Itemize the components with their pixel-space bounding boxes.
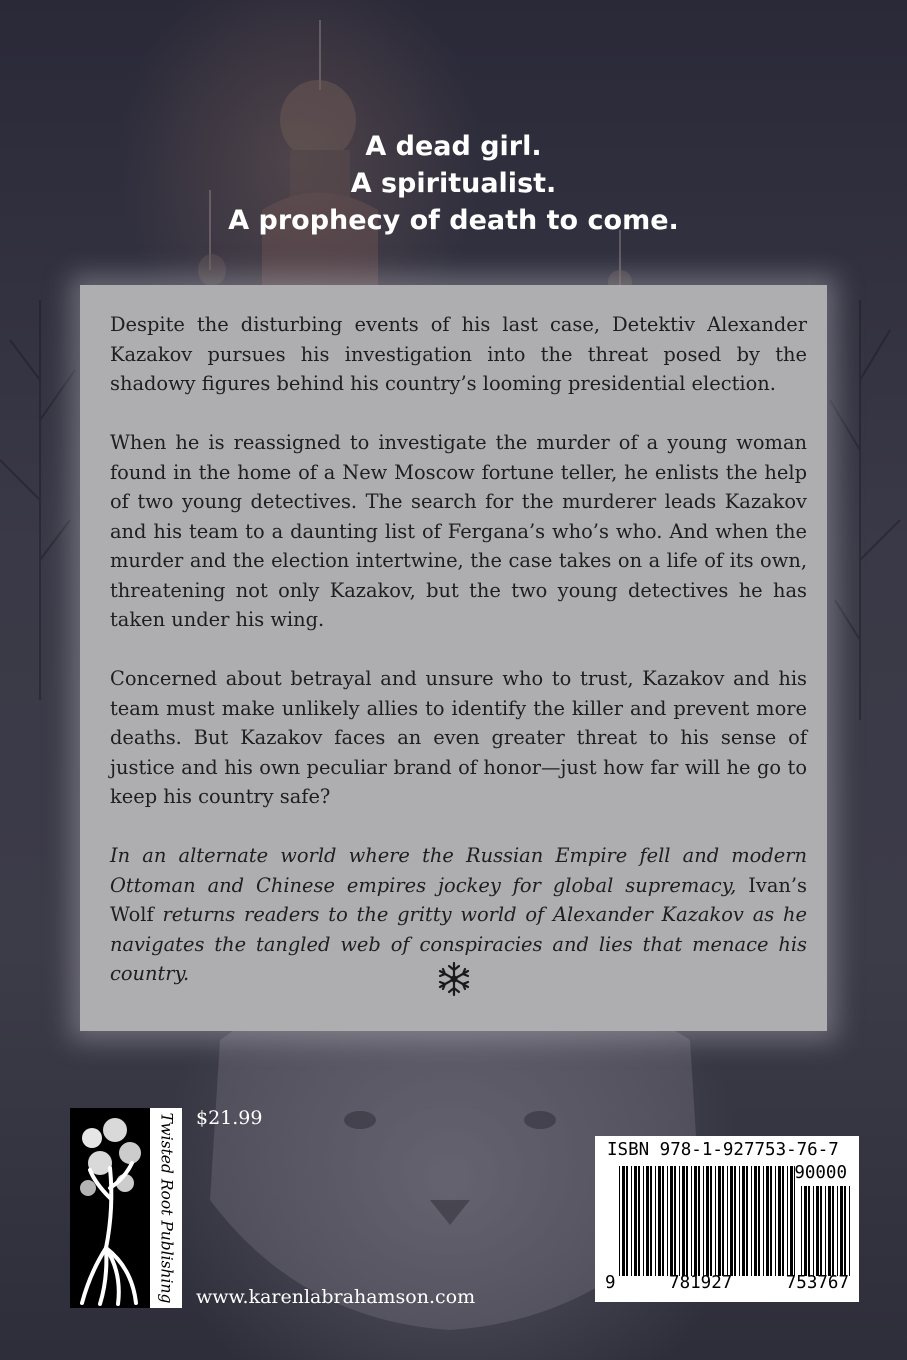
barcode-bar (782, 1166, 784, 1276)
barcode-bar (715, 1166, 716, 1276)
barcode-bar (813, 1186, 814, 1276)
blurb-paragraph-2: When he is reassigned to investigate the murder of a young woman found in the home of a New Moscow fortune teller, he enlists the help of two young detectives. The search for the murderer leads Kazakov and his team to a daunting list of Fergana’s who’s who. And when the murder and the election intertwine, the case takes on a life of its own, threatening not only Kazakov, but the two young detectives he has taken under his wing. (110, 431, 807, 631)
ean-digits (605, 1273, 849, 1293)
barcode-bar (770, 1166, 772, 1276)
book-title-reference: Ivan’s Wolf (110, 873, 807, 926)
barcode-bar (679, 1166, 680, 1276)
barcode-bar (730, 1166, 733, 1276)
tagline-line-1: A dead girl. (365, 131, 542, 162)
barcode-bar (710, 1166, 712, 1276)
barcode-bar (804, 1186, 807, 1276)
barcode-bar (778, 1166, 781, 1276)
ean-left-group: 781927 (669, 1273, 733, 1293)
barcode-bar (658, 1166, 661, 1276)
blurb-paragraph-3: Concerned about betrayal and unsure who to trust, Kazakov and his team must make unlikely allies to identify the killer and prevent more deaths. But Kazakov faces an even greater threat to his sense of justice and his own peculiar brand of honor—just how far will he go to keep his country safe? (110, 667, 807, 808)
barcode-bar (694, 1166, 697, 1276)
barcode-bar (844, 1186, 846, 1276)
barcode-bar (638, 1166, 640, 1276)
barcode-bar (619, 1166, 620, 1276)
barcode-bar (751, 1166, 752, 1276)
barcode-bar (703, 1166, 704, 1276)
website-url: www.karenlabrahamson.com (196, 1286, 476, 1308)
barcode-bar (691, 1166, 692, 1276)
barcode-bar (787, 1166, 788, 1276)
barcode-bar (674, 1166, 676, 1276)
blurb-paragraph-1: Despite the disturbing events of his last case, Detektiv Alexander Kazakov pursues his investigation into the threat posed by the shadowy figures behind his country’s looming presidential election. (110, 313, 807, 395)
tree-icon (70, 1108, 150, 1308)
barcode-bar (734, 1166, 736, 1276)
barcode-bar (849, 1186, 850, 1276)
barcode-bar (746, 1166, 748, 1276)
barcode-bar (622, 1166, 625, 1276)
tagline-line-2: A spiritualist. (350, 168, 557, 199)
isbn-barcode (595, 1136, 859, 1302)
barcode-bar (801, 1186, 802, 1276)
barcode-bar (820, 1186, 822, 1276)
blurb-paragraph-4-rest: returns readers to the gritty world of Alexander Kazakov as he navigates the tangled web of conspiracies and lies that menace his country. (110, 903, 807, 985)
barcode-bar (828, 1186, 831, 1276)
barcode-bar (682, 1166, 685, 1276)
barcode-bar (686, 1166, 688, 1276)
barcode-bar (722, 1166, 724, 1276)
ean-right-group: 753767 (785, 1273, 849, 1293)
barcode-bar (706, 1166, 709, 1276)
barcode-bar (655, 1166, 656, 1276)
barcode-bar (754, 1166, 757, 1276)
barcode-bar (727, 1166, 728, 1276)
barcode-bar (631, 1166, 632, 1276)
barcode-bar (662, 1166, 664, 1276)
ean-first-digit: 9 (605, 1273, 616, 1293)
barcode-bar (634, 1166, 637, 1276)
barcode-bar (667, 1166, 668, 1276)
barcode-bar (742, 1166, 745, 1276)
barcode-bar (758, 1166, 760, 1276)
price: $21.99 (196, 1107, 263, 1129)
barcode-bar (766, 1166, 769, 1276)
barcode-bar (840, 1186, 843, 1276)
publisher-logo (70, 1108, 182, 1308)
barcode-bar (832, 1186, 834, 1276)
barcode-bar (825, 1186, 826, 1276)
barcode-bar (739, 1166, 740, 1276)
barcode-bar (650, 1166, 652, 1276)
barcode-bar (626, 1166, 628, 1276)
barcode-bar (775, 1166, 776, 1276)
tagline (200, 128, 707, 239)
barcode-bar (763, 1166, 764, 1276)
tagline-line-3: A prophecy of death to come. (228, 205, 679, 236)
barcode-bar (646, 1166, 649, 1276)
price-code: 90000 (794, 1163, 847, 1183)
isbn-label: ISBN 978-1-927753-76-7 (607, 1140, 839, 1160)
blurb-paragraph-4-intro: In an alternate world where the Russian Empire fell and modern Ottoman and Chinese empires jockey for global supremacy, (110, 844, 807, 897)
barcode-bar (718, 1166, 721, 1276)
publisher-name (152, 1110, 180, 1306)
barcode-bar (790, 1166, 793, 1276)
snowflake-icon (436, 961, 472, 997)
barcode-bar (808, 1186, 810, 1276)
barcode-bar (816, 1186, 819, 1276)
publisher-name-text: Twisted Root Publishing (157, 1112, 176, 1304)
blurb-text (110, 310, 807, 989)
barcode-bar (643, 1166, 644, 1276)
barcode-bar (698, 1166, 700, 1276)
barcode-bar (837, 1186, 838, 1276)
blurb-panel (80, 285, 827, 1031)
barcode-bar (670, 1166, 673, 1276)
